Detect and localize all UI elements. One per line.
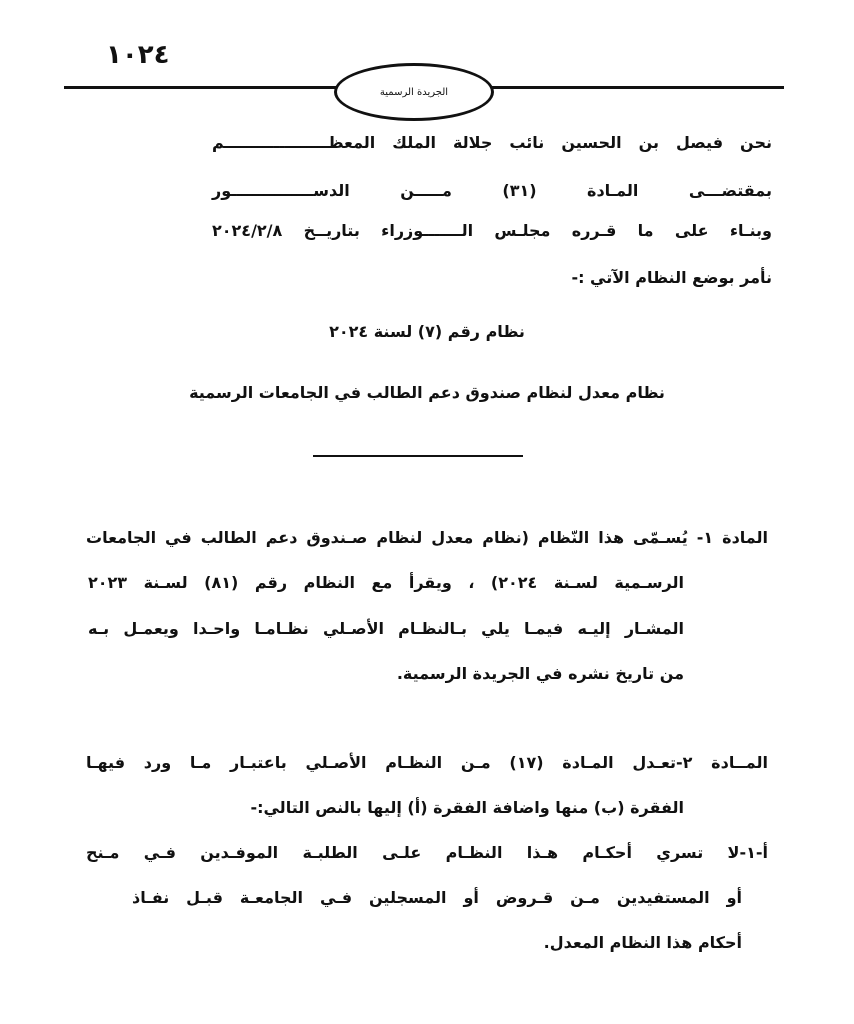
regulation-title: نظام معدل لنظام صندوق دعم الطالب في الجامعات الرسمية	[189, 383, 665, 402]
article-2-line: أ-١-لا تسري أحكـام هـذا النظـام علـى الطلبـة الموفـدين فـي مـنح	[86, 843, 768, 862]
preamble-line: نحن فيصل بن الحسين نائب جلالة الملك المعظـــــــــــــــــــم	[212, 133, 772, 152]
article-2-line: أو المستفيدين مـن قـروض أو المسجلين فـي الجامعـة قبـل نفـاذ	[132, 888, 742, 907]
article-1-line: المشـار إليـه فيمـا يلي بـالنظـام الأصـلي نظـامـا واحـدا ويعمـل بـه	[88, 619, 684, 638]
masthead-label: الجريدة الرسمية	[379, 86, 449, 98]
article-1-line: المادة ١- يُسـمّى هذا النّظام (نظام معدل لنظام صـندوق دعم الطالب في الجامعات	[86, 528, 769, 547]
gazette-masthead-oval	[334, 63, 494, 121]
preamble-line: وبنـاء على ما قـرره مجلـس الـــــــوزراء بتاريــخ ٢٠٢٤/٢/٨	[212, 221, 772, 240]
preamble-line: نأمر بوضع النظام الآتي :-	[571, 268, 772, 287]
article-2-line: الفقرة (ب) منها واضافة الفقرة (أ) إليها بالنص التالي:-	[250, 798, 684, 817]
page-number: ١٠٢٤	[106, 40, 170, 70]
section-divider	[313, 455, 523, 457]
article-2-line: المــادة ٢-تعـدل المـادة (١٧) مـن النظـام الأصـلي باعتبـار مـا ورد فيهـا	[86, 753, 768, 772]
preamble-line: بمقتضـــى المـادة (٣١) مـــــن الدســـــــــــــــور	[212, 181, 772, 200]
regulation-number: نظام رقم (٧) لسنة ٢٠٢٤	[329, 322, 525, 341]
article-2-line: أحكام هذا النظام المعدل.	[543, 933, 742, 952]
article-1-line: من تاريخ نشره في الجريدة الرسمية.	[396, 664, 684, 683]
article-1-line: الرسـمية لسـنة ٢٠٢٤) ، ويقرأ مع النظام رقم (٨١) لسـنة ٢٠٢٣	[88, 573, 684, 592]
